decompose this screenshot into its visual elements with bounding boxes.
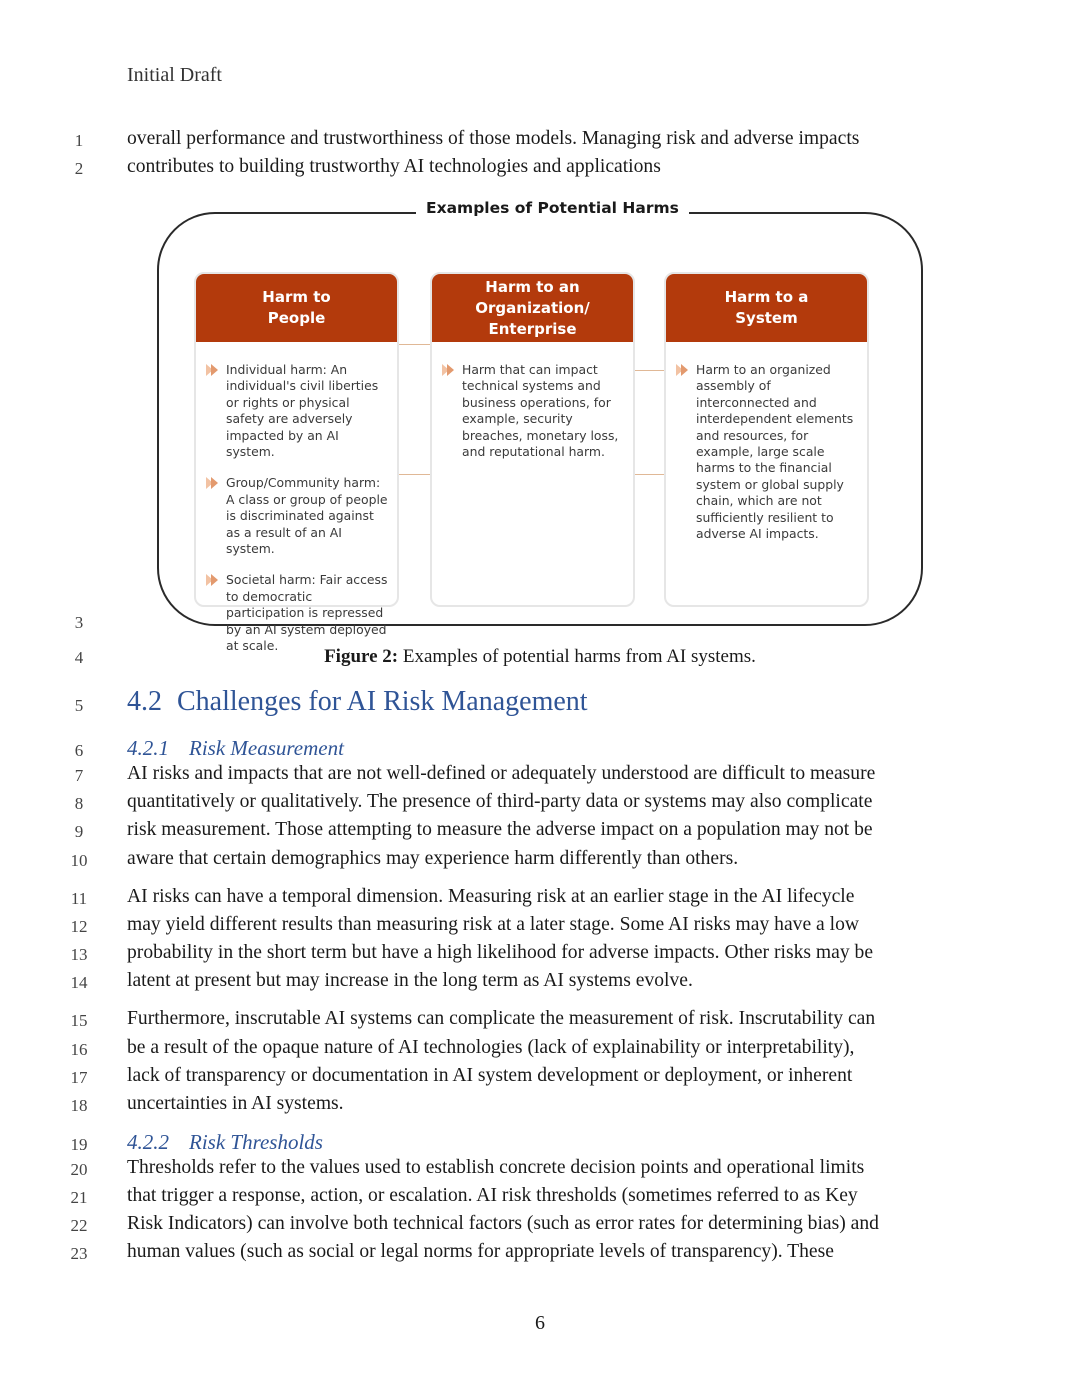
bullet-text: Societal harm: Fair access to democratic participation is repressed by an AI system deployed at scale. [226, 572, 388, 654]
body-line: risk measurement. Those attempting to measure the adverse impact on a population may not be [127, 819, 873, 840]
section-heading [127, 686, 588, 718]
line-number: 17 [70, 1068, 88, 1087]
bullet-item [674, 362, 859, 542]
arrow-bullet-icon [440, 363, 462, 377]
page-header: Initial Draft [127, 64, 222, 86]
subsection-heading [127, 736, 344, 761]
bullet-item [204, 475, 389, 557]
body-line: latent at present but may increase in the long term as AI systems evolve. [127, 970, 693, 991]
line-number: 2 [74, 159, 84, 178]
harm-card-organization [430, 272, 635, 607]
body-line: Furthermore, inscrutable AI systems can complicate the measurement of risk. Inscrutability can [127, 1008, 876, 1029]
harm-card-people [194, 272, 399, 654]
connector-line [398, 344, 430, 345]
line-number: 9 [74, 822, 84, 841]
card-title: Harm to an Organization/ Enterprise [432, 274, 633, 342]
line-number: 4 [74, 648, 84, 667]
line-number: 22 [70, 1216, 88, 1235]
bullet-text: Harm that can impact technical systems and business operations, for example, security breaches, monetary loss, and reputational harm. [462, 362, 619, 460]
body-line: overall performance and trustworthiness of those models. Managing risk and adverse impacts [127, 128, 860, 149]
bullet-text: Individual harm: An individual's civil liberties or rights or physical safety are adversely impacted by an AI system. [226, 362, 379, 460]
line-number: 10 [70, 851, 88, 870]
subsection-number: 4.2.2 [127, 1130, 169, 1154]
line-number: 15 [70, 1011, 88, 1030]
subsection-title: Risk Thresholds [189, 1130, 323, 1154]
section-number: 4.2 [127, 686, 162, 717]
body-line: AI risks and impacts that are not well-defined or adequately understood are difficult to measure [127, 763, 876, 784]
body-line: probability in the short term but have a high likelihood for adverse impacts. Other risks may be [127, 942, 874, 963]
body-line: human values (such as social or legal norms for appropriate levels of transparency). These [127, 1241, 834, 1262]
caption-text: Examples of potential harms from AI systems. [398, 646, 756, 667]
bullet-item [440, 362, 625, 460]
line-number: 16 [70, 1040, 88, 1059]
bullet-item [204, 362, 389, 460]
section-title: Challenges for AI Risk Management [177, 686, 588, 717]
body-line: uncertainties in AI systems. [127, 1093, 344, 1114]
bullet-text: Group/Community harm: A class or group of people is discriminated against as a result of an AI system. [226, 475, 388, 557]
connector-line [634, 370, 664, 371]
line-number: 13 [70, 945, 88, 964]
subsection-number: 4.2.1 [127, 736, 169, 760]
page-number: 6 [535, 1312, 545, 1334]
connector-line [398, 474, 430, 475]
line-number: 8 [74, 794, 84, 813]
body-line: aware that certain demographics may experience harm differently than others. [127, 848, 739, 869]
line-number: 1 [74, 131, 84, 150]
body-line: lack of transparency or documentation in AI system development or deployment, or inherent [127, 1065, 853, 1086]
line-number: 3 [74, 613, 84, 632]
body-line: Thresholds refer to the values used to establish concrete decision points and operational limits [127, 1157, 865, 1178]
line-number: 12 [70, 917, 88, 936]
line-number: 11 [70, 889, 88, 908]
line-number: 14 [70, 973, 88, 992]
figure-title: Examples of Potential Harms [416, 199, 689, 217]
bullet-text: Harm to an organized assembly of interconnected and interdependent elements and resources, for example, large scale harms to the financial system or global supply chain, which are not sufficiently resilient to adverse AI impacts. [696, 362, 854, 542]
body-line: AI risks can have a temporal dimension. Measuring risk at an earlier stage in the AI lifecycle [127, 886, 855, 907]
line-number: 23 [70, 1244, 88, 1263]
line-number: 7 [74, 766, 84, 785]
arrow-bullet-icon [204, 573, 226, 587]
line-number: 18 [70, 1096, 88, 1115]
subsection-title: Risk Measurement [189, 736, 344, 760]
body-line: that trigger a response, action, or escalation. AI risk thresholds (sometimes referred to as Key [127, 1185, 858, 1206]
arrow-bullet-icon [204, 476, 226, 490]
bullet-item [204, 572, 389, 654]
card-title: Harm to People [196, 274, 397, 342]
body-line: may yield different results than measuring risk at a later stage. Some AI risks may have a low [127, 914, 860, 935]
harm-card-system [664, 272, 869, 607]
body-line: be a result of the opaque nature of AI technologies (lack of explainability or interpretability), [127, 1037, 855, 1058]
connector-line [634, 474, 664, 475]
caption-label: Figure 2: [324, 646, 399, 667]
card-title: Harm to a System [666, 274, 867, 342]
figure-caption [0, 646, 1080, 668]
line-number: 5 [74, 696, 84, 715]
subsection-heading [127, 1130, 323, 1155]
arrow-bullet-icon [674, 363, 696, 377]
line-number: 21 [70, 1188, 88, 1207]
arrow-bullet-icon [204, 363, 226, 377]
body-line: contributes to building trustworthy AI technologies and applications [127, 156, 661, 177]
body-line: quantitatively or qualitatively. The presence of third-party data or systems may also complicate [127, 791, 873, 812]
line-number: 19 [70, 1135, 88, 1154]
line-number: 6 [74, 741, 84, 760]
line-number: 20 [70, 1160, 88, 1179]
body-line: Risk Indicators) can involve both technical factors (such as error rates for determining bias) and [127, 1213, 879, 1234]
